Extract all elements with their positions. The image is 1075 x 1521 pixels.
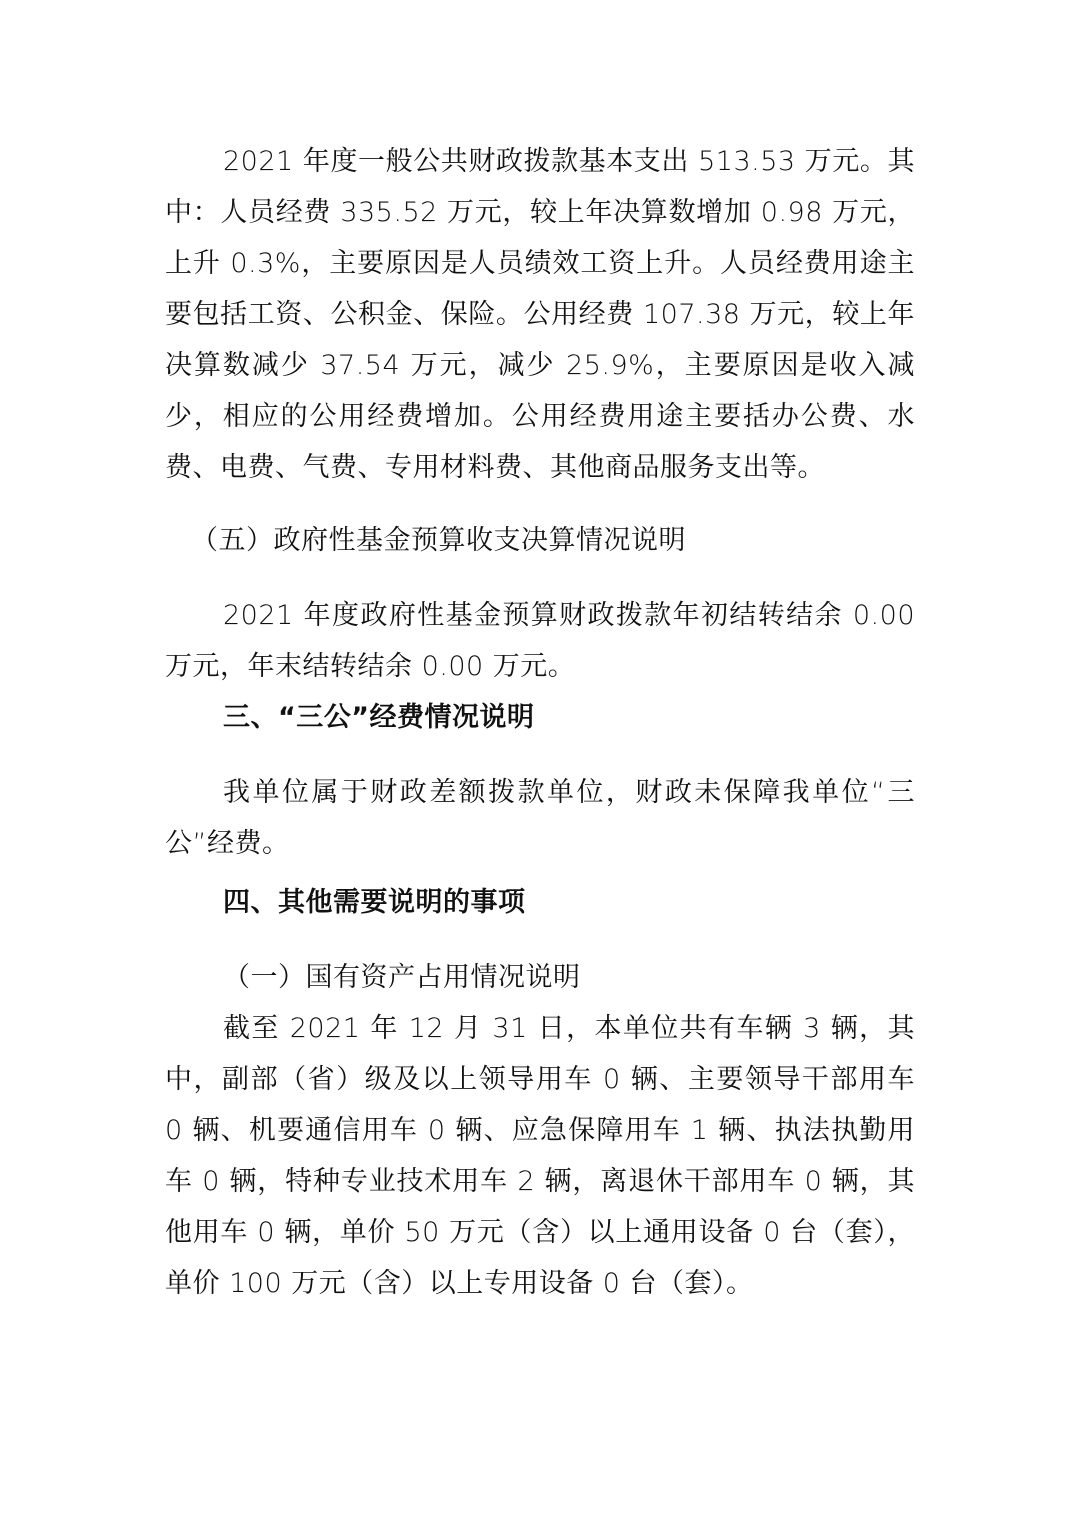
section-heading-three-public: 三、“三公”经费情况说明 bbox=[223, 702, 535, 733]
paragraph-three-public: 我单位属于财政差额拨款单位，财政未保障我单位“三公”经费。 bbox=[165, 777, 915, 859]
paragraph-basic-expenditure: 2021 年度一般公共财政拨款基本支出 513.53 万元。其中：人员经费 335.52 万元，较上年决算数增加 0.98 万元，上升 0.3%，主要原因是人员绩效工资上升。人员经费用途主要包括工资、公积金、保险。公用经费 107.38 万元，较上年决算数减少 37.54 万元，减少 25.9%，主要原因是收入减少，相应的公用经费增加。公用经费用途主要括办公费、水费、电费、气费、专用材料费、其他商品服务支出等。 bbox=[165, 146, 915, 483]
document-body bbox=[165, 136, 915, 1309]
section-heading-other-matters: 四、其他需要说明的事项 bbox=[223, 887, 526, 918]
section-heading-state-assets: （一）国有资产占用情况说明 bbox=[223, 962, 581, 993]
section-heading-government-fund: （五）政府性基金预算收支决算情况说明 bbox=[191, 525, 686, 556]
paragraph-state-assets: 截至 2021 年 12 月 31 日，本单位共有车辆 3 辆，其中，副部（省）级及以上领导用车 0 辆、主要领导干部用车 0 辆、机要通信用车 0 辆、应急保障用车 1 辆、执法执勤用车 0 辆，特种专业技术用车 2 辆，离退休干部用车 0 辆，其他用车 0 辆，单价 50 万元（含）以上通用设备 0 台（套），单价 100 万元（含）以上专用设备 0 台（套）。 bbox=[165, 1013, 915, 1299]
paragraph-government-fund: 2021 年度政府性基金预算财政拨款年初结转结余 0.00 万元，年末结转结余 0.00 万元。 bbox=[165, 600, 915, 682]
